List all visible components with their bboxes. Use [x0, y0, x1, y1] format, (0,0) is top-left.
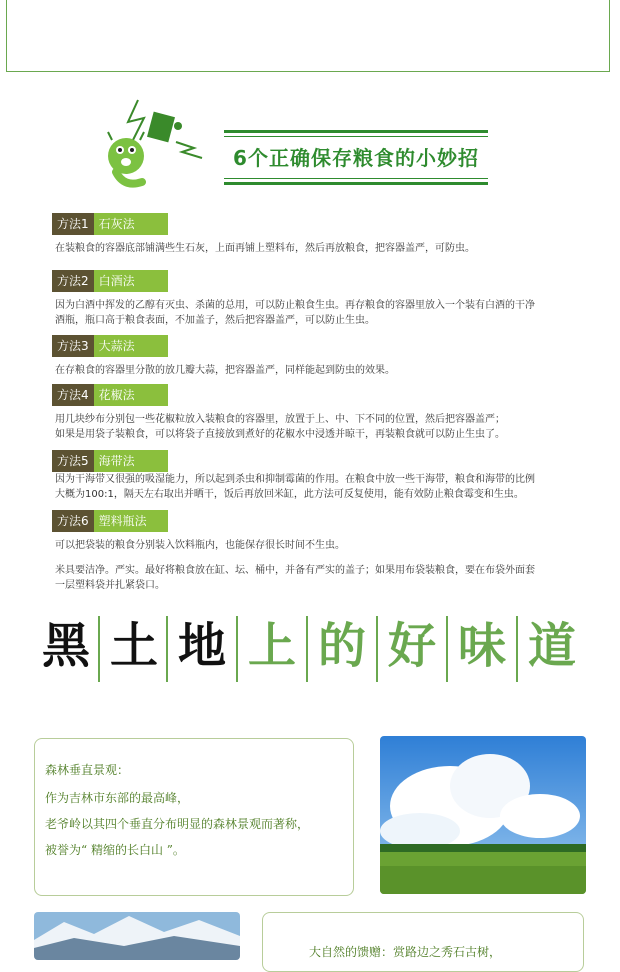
method-name: 大蒜法 — [98, 339, 135, 353]
sky-meadow-photo — [380, 736, 586, 894]
forest-card-line: 老爷岭以其四个垂直分布明显的森林景观而著称， — [45, 817, 310, 831]
calligraphy-banner — [36, 612, 596, 684]
forest-card-line: 被誉为“ 精缩的长白山 ”。 — [45, 843, 185, 857]
callig-char: 地 — [177, 618, 226, 674]
callig-char: 黑 — [41, 618, 90, 674]
method-text — [55, 298, 575, 328]
method-label — [52, 384, 168, 406]
method-number: 方法5 — [52, 450, 94, 472]
storage-tip — [55, 563, 575, 593]
snow-mountain-photo — [34, 912, 240, 960]
callig-char: 道 — [527, 618, 576, 674]
callig-char: 的 — [317, 618, 366, 674]
method-text — [55, 412, 575, 442]
method-label — [52, 510, 168, 532]
method-name: 花椒法 — [98, 388, 135, 402]
method-text — [55, 241, 575, 256]
method-text — [55, 472, 575, 502]
nature-card — [262, 912, 584, 972]
method-line: 如果是用袋子装粮食，可以将袋子直接放到煮好的花椒水中浸透并晾干，再装粮食就可以防止生虫了。 — [55, 429, 505, 440]
callig-char: 味 — [457, 618, 506, 674]
callig-char: 上 — [247, 618, 296, 674]
method-name: 白酒法 — [98, 274, 135, 288]
method-label — [52, 270, 168, 292]
callig-char: 好 — [387, 618, 436, 674]
method-line: 酒瓶，瓶口高于粮食表面，不加盖子，然后把容器盖严，可以防止生虫。 — [55, 315, 375, 326]
top-frame — [6, 0, 610, 72]
method-name: 塑料瓶法 — [98, 514, 147, 528]
method-label — [52, 450, 168, 472]
method-number: 方法6 — [52, 510, 94, 532]
forest-card-heading: 森林垂直景观： — [45, 763, 130, 777]
page-title: 6个正确保存粮食的小妙招 — [233, 146, 479, 170]
method-line: 大概为100:1，隔天左右取出并晒干，饭后再放回米缸，此方法可反复使用，能有效防止粮食霉变和生虫。 — [55, 489, 524, 500]
method-text — [55, 538, 575, 553]
method-number: 方法3 — [52, 335, 94, 357]
method-number: 方法2 — [52, 270, 94, 292]
forest-card — [34, 738, 354, 896]
nature-card-line: 大自然的馈赠：赏路边之秀石古树， — [309, 945, 502, 959]
tip-line: 米具要洁净。严实。最好将粮食放在缸、坛、桶中，并备有严实的盖子；如果用布袋装粮食，要在布袋外面套 — [55, 565, 535, 576]
tip-line: 一层塑料袋并扎紧袋口。 — [55, 580, 165, 591]
method-number: 方法1 — [52, 213, 94, 235]
title-block — [224, 130, 488, 186]
method-name: 石灰法 — [98, 217, 135, 231]
method-number: 方法4 — [52, 384, 94, 406]
method-label — [52, 335, 168, 357]
method-text — [55, 363, 575, 378]
method-line: 在存粮食的容器里分散的放几瓣大蒜，把容器盖严，同样能起到防虫的效果。 — [55, 365, 395, 376]
method-line: 因为干海带又很强的吸湿能力，所以起到杀虫和抑制霉菌的作用。在粮食中放一些干海带，粮食和海带的比例 — [55, 474, 535, 485]
method-line: 在装粮食的容器底部铺满些生石灰，上面再铺上塑料布，然后再放粮食，把容器盖严，可防虫。 — [55, 243, 475, 254]
method-line: 可以把袋装的粮食分别装入饮料瓶内，也能保存很长时间不生虫。 — [55, 540, 345, 551]
method-label — [52, 213, 168, 235]
green-worm-mascot-icon — [98, 92, 218, 192]
forest-card-line: 作为吉林市东部的最高峰， — [45, 791, 190, 805]
method-line: 用几块纱布分别包一些花椒粒放入装粮食的容器里，放置于上、中、下不同的位置，然后把容器盖严； — [55, 414, 505, 425]
method-line: 因为白酒中挥发的乙醇有灭虫、杀菌的总用，可以防止粮食生虫。再存粮食的容器里放入一个装有白酒的干净 — [55, 300, 535, 311]
method-name: 海带法 — [98, 454, 135, 468]
callig-char: 土 — [109, 618, 158, 674]
